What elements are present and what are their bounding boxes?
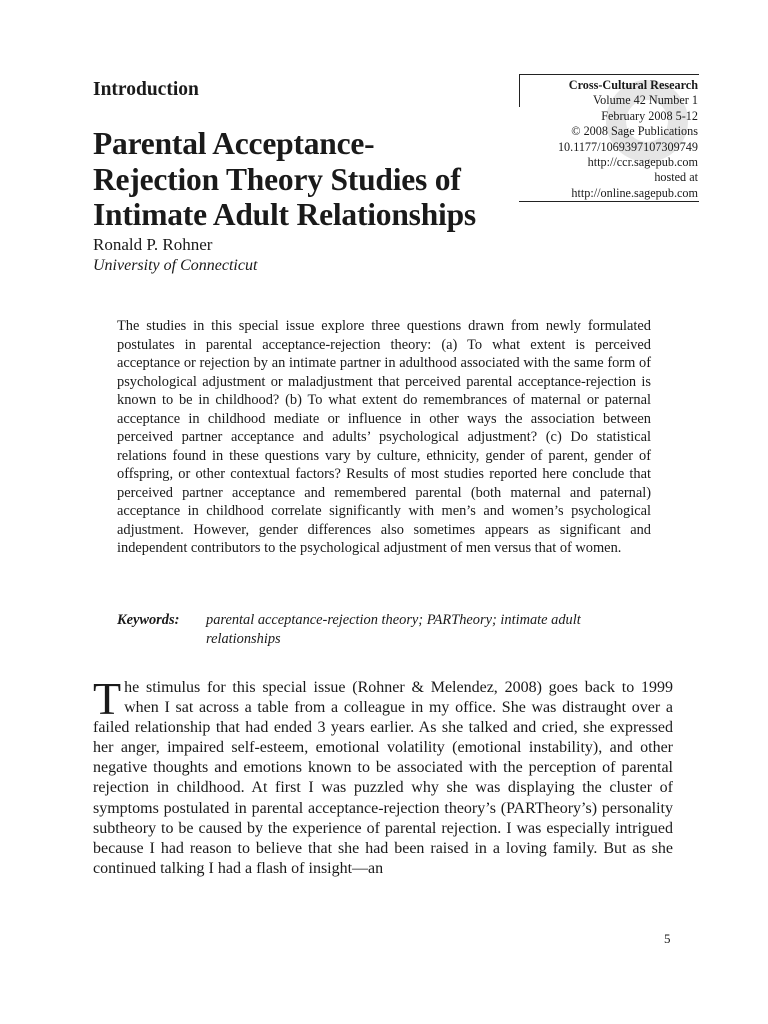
- title-line: Intimate Adult Relationships: [93, 197, 476, 232]
- keywords-text: parental acceptance-rejection theory; PARTheory; intimate adult relationships: [206, 612, 581, 647]
- article-title: [93, 126, 523, 233]
- journal-copyright: © 2008 Sage Publications: [571, 124, 698, 139]
- abstract: The studies in this special issue explore three questions drawn from newly formulated postulates in parental acceptance-rejection theory: (a) To what extent is perceived acceptance or rejection by an intimate partner in adulthood associated with the same form of psychological adjustment or maladjustment that perceived parental acceptance-rejection is known to be in childhood? (b) To what extent do remembrances of maternal or paternal acceptance in childhood mediate or influence in other ways the association between perceived partner acceptance and adults’ psychological adjustment? (c) Do statistical relations found in these questions vary by culture, ethnicity, gender of parent, gender of offspring, or other contextual factors? Results of most studies reported here conclude that perceived partner acceptance and remembered parental (both maternal and paternal) acceptance in childhood correlate significantly with men’s and women’s psychological adjustment. However, gender differences also sometimes appears as significant and independent contributors to the psychological adjustment of men versus that of women.: [117, 318, 651, 556]
- journal-name: Cross-Cultural Research: [568, 78, 698, 92]
- keywords-label: Keywords:: [117, 612, 180, 628]
- box-top-rule: [519, 74, 699, 75]
- author-affiliation: University of Connecticut: [93, 257, 258, 274]
- section-label: Introduction: [93, 79, 199, 100]
- title-line: Parental Acceptance-: [93, 126, 375, 161]
- author-name: Ronald P. Rohner: [93, 235, 213, 254]
- journal-doi: 10.1177/1069397107309749: [557, 139, 698, 154]
- body-paragraph: [93, 673, 673, 879]
- journal-url: http://ccr.sagepub.com: [587, 155, 698, 170]
- page-number: 5: [664, 931, 671, 946]
- journal-host-url: http://online.sagepub.com: [571, 185, 698, 200]
- drop-cap: T: [93, 673, 122, 724]
- journal-volume: Volume 42 Number 1: [592, 93, 698, 108]
- title-line: Rejection Theory Studies of: [93, 161, 461, 197]
- journal-info: [488, 78, 698, 201]
- body-text: he stimulus for this special issue (Rohner & Melendez, 2008) goes back to 1999 when I sat across a table from a colleague in my office. She was distraught over a failed relationship that had ended 3 years earlier. As she talked and cried, she expressed her anger, impaired self-esteem, emotional volatility (emotional instability), and other negative thoughts and emotions known to be associated with the perception of parental rejection in childhood. At first I was puzzled why she was displaying the cluster of symptoms postulated in parental acceptance-rejection theory’s (PARTheory’s) personality subtheory to be caused by the experience of parental rejection. I was especially intrigued because I had reason to believe that she had been raised in a loving family. But as she continued talking I had a flash of insight—an: [93, 679, 673, 877]
- journal-hosted-label: hosted at: [654, 170, 698, 185]
- journal-date-pages: February 2008 5-12: [601, 108, 698, 123]
